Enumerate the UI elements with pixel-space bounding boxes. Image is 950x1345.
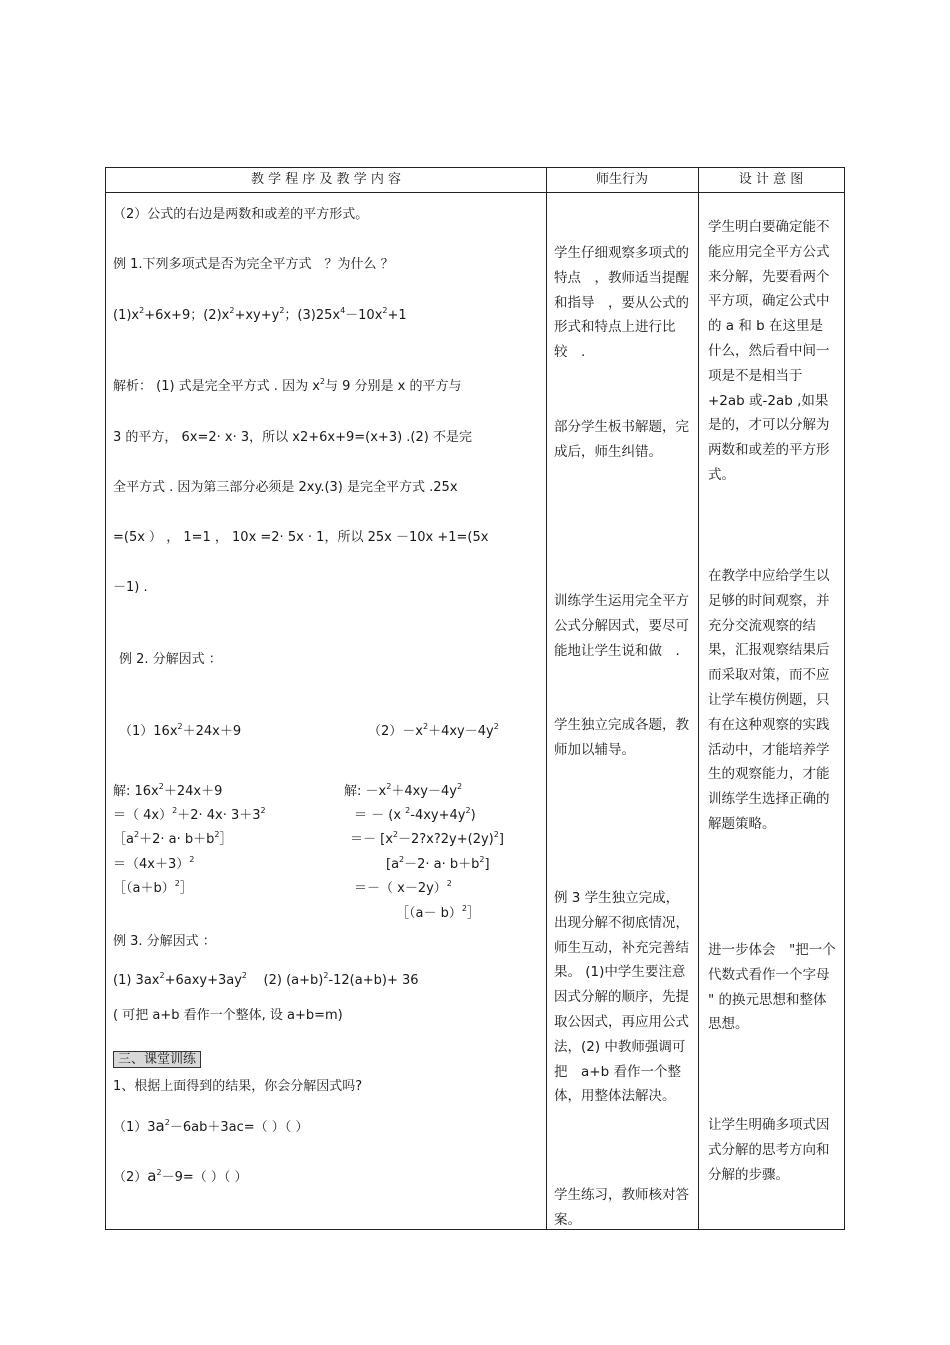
exercise-1: $(1)3a^2-6ab+3ac=$（ ）（ ） <box>113 1117 309 1135</box>
header-design-intent: 设 计 意 图 <box>738 172 804 187</box>
lesson-plan-table <box>105 167 845 1230</box>
teacher-student-note: 训练学生运用完全平方公式分解因式，要尽可能地让学生说和做 . <box>554 593 689 659</box>
solution-2-line: ＝－（ x－2y）$^2$ <box>354 879 452 896</box>
example-3-title: 例 3. 分解因式 ： <box>113 934 216 949</box>
section-heading <box>113 1052 201 1068</box>
example-1-items: $(1)x^2+6x+9$；$(2)x^2+xy+y^2$；$(3)25x^4-10x^2+1$ <box>113 306 407 323</box>
teacher-student-note: 学生独立完成各题，教师加以辅导。 <box>554 717 689 758</box>
teacher-student-note: 部分学生板书解题，完成后，师生纠错。 <box>554 419 689 460</box>
header-divider <box>106 192 844 193</box>
exercise-intro: 1、根据上面得到的结果，你会分解因式吗? <box>113 1079 363 1094</box>
column-divider <box>698 168 699 1229</box>
example-2-title: 例 2. 分解因式 ： <box>119 652 222 667</box>
analysis-line: 解析： (1) 式是完全平方式 . 因为 $x^2$与 9 分别是 x 的平方与 <box>113 377 462 394</box>
teacher-student-note: 学生仔细观察多项式的特点 ，教师适当提醒和指导 ，要从公式的形式和特点上进行比较 . <box>554 245 689 361</box>
design-intent-note: 进一步体会 "把一个代数式看作一个字母 " 的换元思想和整体思想。 <box>708 942 836 1033</box>
solution-2-line: ＝ － (x $^2-4xy+4y^2$) <box>354 806 476 823</box>
solution-1-line: $[a^2+2\cdot a\cdot$ $b+b^2]$ <box>113 830 233 847</box>
teacher-student-note: 例 3 学生独立完成，出现分解不彻底情况，师生互动，补充完善结果。 (1)中学生要注意因式分解的顺序，先提取公因式，再应用公式法，(2) 中教师强调可把 a+b 看作一个整体，用整体法解决。 <box>554 890 689 1105</box>
header-teacher-student: 师生行为 <box>595 172 648 187</box>
analysis-line: 3 的平方， 6x=2· x· 3，所以 x2+6x+9=(x+3) .(2) 不是完 <box>113 430 472 445</box>
solution-2-line: ＝－ $[x^2-2?x?2y+(2y)^2]$ <box>350 830 504 847</box>
teacher-student-note: 学生练习，教师核对答案。 <box>554 1187 689 1228</box>
analysis-line: =(5x ） ， 1=1 ， 10x =2· 5x · 1，所以 25x －10x +1=(5x <box>113 530 489 545</box>
header-content: 教 学 程 序 及 教 学 内 容 <box>250 172 402 187</box>
example-1-title: 例 1.下列多项式是否为完全平方式 ？为什么 ？ <box>113 257 394 272</box>
example-3-hint: ( 可把 a+b 看作一个整体, 设 a+b=m) <box>113 1008 343 1023</box>
analysis-line: －1) . <box>113 580 148 595</box>
example-2-item-2: $(2)-x^2+4xy-4y^2$ <box>368 722 499 739</box>
solution-2-line: ［（a－ b）$^2$］ <box>396 904 480 921</box>
analysis-line: 全平方式 . 因为第三部分必须是 2xy.(3) 是完全平方式 .25x <box>113 480 458 495</box>
solution-1-line: $=(4x+3)^2$ <box>113 855 195 872</box>
column-divider <box>546 168 547 1229</box>
solution-2-line: $[a^2-2\cdot a\cdot b+b^2]$ <box>386 855 490 872</box>
solution-1-line: ＝（ $4x)^2+2\cdot 4x\cdot 3+3^2$ <box>113 806 266 823</box>
solution-1-line: 解: $16x^2+24x+9$ <box>113 782 223 799</box>
design-intent-note: 在教学中应给学生以足够的时间观察，并充分交流观察的结果，汇报观察结果后而采取对策，而不应让学车模仿例题，只有在这种观察的实践活动中，才能培养学生的观察能力，才能训练学生选择正确的解题策略。 <box>708 568 830 832</box>
exercise-2: $(2)a^2-9=$（ ）（ ） <box>113 1167 248 1185</box>
example-3-items: (1) $3ax^2+6axy+3ay^2$ (2) $(a+b)^2-12(a+b)+ 36$ <box>113 971 419 988</box>
design-intent-note: 学生明白要确定能不能应用完全平方公式来分解，先要看两个平方项，确定公式中的 a 和 b 在这里是什么，然后看中间一项是不是相当于+2ab 或-2ab ,如果是的，才可以分解为两数和或差的平方形式。 <box>708 219 830 483</box>
solution-2-line: 解: $-x^2+4xy-4y^2$ <box>344 782 463 799</box>
section-label: 三、课堂训练 <box>113 1051 201 1068</box>
design-intent-note: 让学生明确多项式因式分解的思考方向和分解的步骤。 <box>708 1117 830 1183</box>
solution-1-line: $[(a+b)^2]$ <box>113 879 193 896</box>
example-2-item-1: $(1)16x^2+24x+9$ <box>119 722 242 739</box>
text-line: （2）公式的右边是两数和或差的平方形式。 <box>113 207 369 222</box>
